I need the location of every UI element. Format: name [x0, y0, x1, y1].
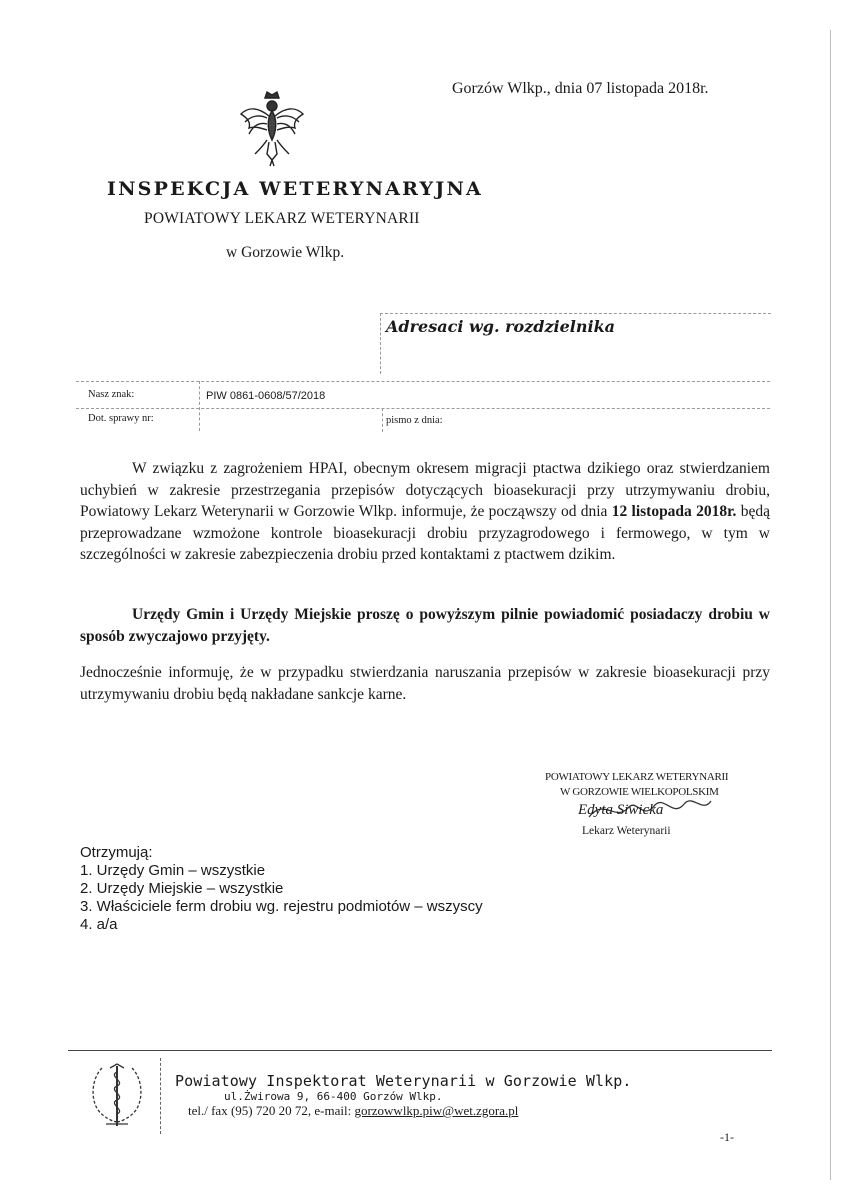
body-paragraph-1: W związku z zagrożeniem HPAI, obecnym okresem migracji ptactwa dzikiego oraz stwierdzaniem uchybień w zakresie przestrzegania przepisów dotyczących bioasekuracji przy utrzymywaniu drobiu, Powiatowy Lekarz Weterynarii w Gorzowie Wlkp. informuje, że począwszy od dnia 12 listopada 2018r. będą przeprowadzane wzmożone kontrole bioasekuracji drobiu przyzagrodowego i fermowego, w tym w szczególności w zakresie zabezpieczenia drobiu przed kontaktami z ptactwem dzikim. [80, 460, 770, 563]
veterinary-caduceus-logo [84, 1060, 150, 1130]
footer-office-name: Powiatowy Inspektorat Weterynarii w Gorzowie Wlkp. [175, 1072, 632, 1090]
recipients-heading: Otrzymują: [80, 844, 153, 861]
body-paragraph-2: Urzędy Gmin i Urzędy Miejskie proszę o powyższym pilnie powiadomić posiadaczy drobiu w sposób zwyczajowo przyjęty. [80, 606, 770, 645]
recipient-item: 4. a/a [80, 916, 118, 933]
footer-vertical-divider [160, 1058, 161, 1134]
institution-title: INSPEKCJA WETERYNARYJNA [107, 178, 484, 200]
footer-contact [188, 1103, 518, 1119]
scan-edge-line [830, 30, 831, 1180]
case-ref-label: Dot. sprawy nr: [88, 413, 154, 424]
polish-eagle-emblem [237, 88, 307, 168]
our-ref-value: PIW 0861-0608/57/2018 [206, 390, 326, 402]
footer-divider [68, 1050, 772, 1051]
footer-phone: tel./ fax (95) 720 20 72, e-mail: [188, 1103, 355, 1118]
body-paragraph-3: Jednocześnie informuję, że w przypadku stwierdzania naruszania przepisów w zakresie bioasekuracji przy utrzymywaniu drobiu będą nakładane sankcje karne. [80, 664, 770, 703]
letter-date-label: pismo z dnia: [386, 415, 443, 426]
recipient-item: 3. Właściciele ferm drobiu wg. rejestru podmiotów – wszyscy [80, 898, 483, 915]
stamp-line-2: W GORZOWIE WIELKOPOLSKIM [560, 786, 719, 798]
reference-middle-line [76, 408, 770, 409]
reference-divider-2 [382, 408, 383, 432]
page-number: -1- [720, 1130, 734, 1144]
footer-email-link[interactable]: gorzowwlkp.piw@wet.zgora.pl [354, 1103, 519, 1118]
signatory-role: Lekarz Weterynarii [582, 825, 671, 837]
recipient-item: 1. Urzędy Gmin – wszystkie [80, 862, 266, 879]
our-ref-label: Nasz znak: [88, 389, 135, 400]
letter-date: Gorzów Wlkp., dnia 07 listopada 2018r. [452, 80, 709, 97]
footer-address: ul.Żwirowa 9, 66-400 Gorzów Wlkp. [224, 1090, 443, 1103]
reference-top-line [76, 381, 770, 382]
recipients-list [80, 844, 483, 934]
institution-subtitle: POWIATOWY LEKARZ WETERYNARII [144, 210, 420, 227]
reference-divider [199, 381, 200, 431]
signatory-name: Edyta Siwicka [578, 802, 664, 818]
addressee-text: Adresaci wg. rozdzielnika [386, 317, 616, 336]
stamp-line-1: POWIATOWY LEKARZ WETERYNARII [545, 771, 729, 783]
institution-city: w Gorzowie Wlkp. [226, 244, 345, 261]
recipient-item: 2. Urzędy Miejskie – wszystkie [80, 880, 284, 897]
